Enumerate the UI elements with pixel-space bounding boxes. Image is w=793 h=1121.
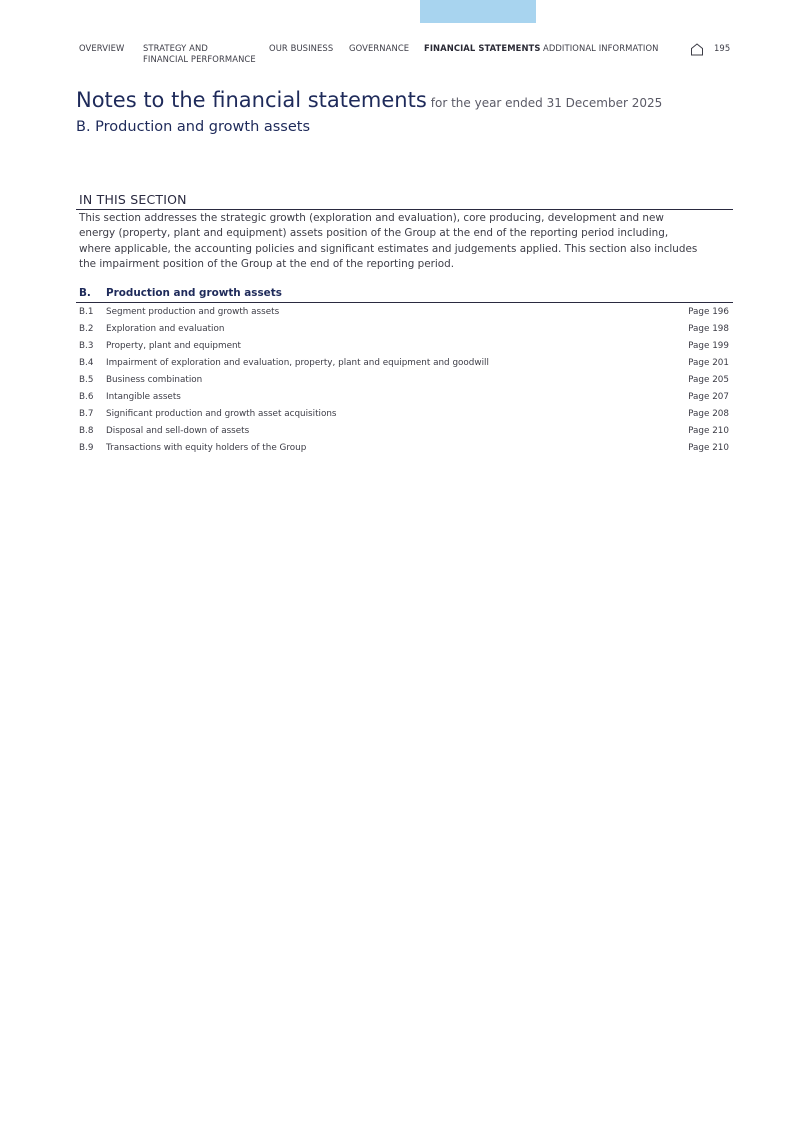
toc-list xyxy=(79,304,729,457)
toc-row[interactable] xyxy=(79,372,729,389)
page-title-block xyxy=(76,86,736,137)
toc-row-code: B.9 xyxy=(79,443,94,453)
nav-financial-statements[interactable]: FINANCIAL STATEMENTS xyxy=(424,43,541,53)
toc-row-page: Page 201 xyxy=(688,358,729,368)
toc-row-label: Significant production and growth asset acquisitions xyxy=(106,409,337,419)
toc-row-label: Business combination xyxy=(106,375,203,385)
toc-row[interactable] xyxy=(79,440,729,457)
toc-row-label: Impairment of exploration and evaluation, property, plant and equipment and goodwill xyxy=(106,358,489,368)
toc-row-page: Page 207 xyxy=(688,392,729,402)
toc-row[interactable] xyxy=(79,389,729,406)
home-icon[interactable] xyxy=(690,43,704,56)
toc-row-code: B.2 xyxy=(79,324,94,334)
nav-strategy-line1: STRATEGY AND xyxy=(143,43,208,53)
toc-row-code: B.4 xyxy=(79,358,94,368)
toc-header-label: Production and growth assets xyxy=(106,287,282,299)
toc-row-page: Page 210 xyxy=(688,443,729,453)
toc-row-code: B.8 xyxy=(79,426,94,436)
section-intro: This section addresses the strategic growth (exploration and evaluation), core producing, development and new energy (property, plant and equipment) assets position of the Group at the end of the reporting period including, where applicable, the accounting policies and significant estimates and judgements applied. This section also includes the impairment position of the Group at the end of the reporting period. xyxy=(79,212,698,271)
toc-row-code: B.3 xyxy=(79,341,94,351)
nav-strategy-line2: FINANCIAL PERFORMANCE xyxy=(143,54,256,64)
toc-row-page: Page 210 xyxy=(688,426,729,436)
toc-row-label: Disposal and sell-down of assets xyxy=(106,426,250,436)
page-title xyxy=(76,86,736,117)
nav-our-business[interactable]: OUR BUSINESS xyxy=(269,43,334,53)
toc-row-code: B.5 xyxy=(79,375,94,385)
toc-row[interactable] xyxy=(79,406,729,423)
toc-row-label: Property, plant and equipment xyxy=(106,341,242,351)
nav-governance[interactable]: GOVERNANCE xyxy=(349,43,410,53)
toc-row[interactable] xyxy=(79,355,729,372)
toc-row-page: Page 199 xyxy=(688,341,729,351)
nav-overview[interactable]: OVERVIEW xyxy=(79,43,125,53)
toc-row-page: Page 196 xyxy=(688,307,729,317)
page-number: 195 xyxy=(714,43,731,53)
toc-row[interactable] xyxy=(79,321,729,338)
toc-row-label: Segment production and growth assets xyxy=(106,307,280,317)
toc-row[interactable] xyxy=(79,338,729,355)
toc-row-page: Page 205 xyxy=(688,375,729,385)
toc-row[interactable] xyxy=(79,423,729,440)
nav-strategy[interactable] xyxy=(143,43,256,65)
toc-row-label: Exploration and evaluation xyxy=(106,324,225,334)
toc-row-page: Page 208 xyxy=(688,409,729,419)
heading-divider xyxy=(76,209,733,210)
top-navigation xyxy=(0,43,793,73)
toc-header xyxy=(79,287,733,303)
toc-row-page: Page 198 xyxy=(688,324,729,334)
in-this-section-heading: IN THIS SECTION xyxy=(79,192,187,207)
toc-row-code: B.6 xyxy=(79,392,94,402)
toc-row-label: Intangible assets xyxy=(106,392,181,402)
toc-row[interactable] xyxy=(79,304,729,321)
section-title: B. Production and growth assets xyxy=(76,119,311,135)
toc-header-code: B. xyxy=(79,287,91,299)
toc-row-label: Transactions with equity holders of the Group xyxy=(106,443,307,453)
nav-additional-information[interactable]: ADDITIONAL INFORMATION xyxy=(543,43,659,53)
page-title-main: Notes to the financial statements xyxy=(76,88,427,112)
toc-row-code: B.1 xyxy=(79,307,94,317)
toc-divider xyxy=(76,302,733,303)
section-tab-marker xyxy=(420,0,536,23)
page-title-sub: for the year ended 31 December 2025 xyxy=(430,96,663,110)
toc-row-code: B.7 xyxy=(79,409,94,419)
